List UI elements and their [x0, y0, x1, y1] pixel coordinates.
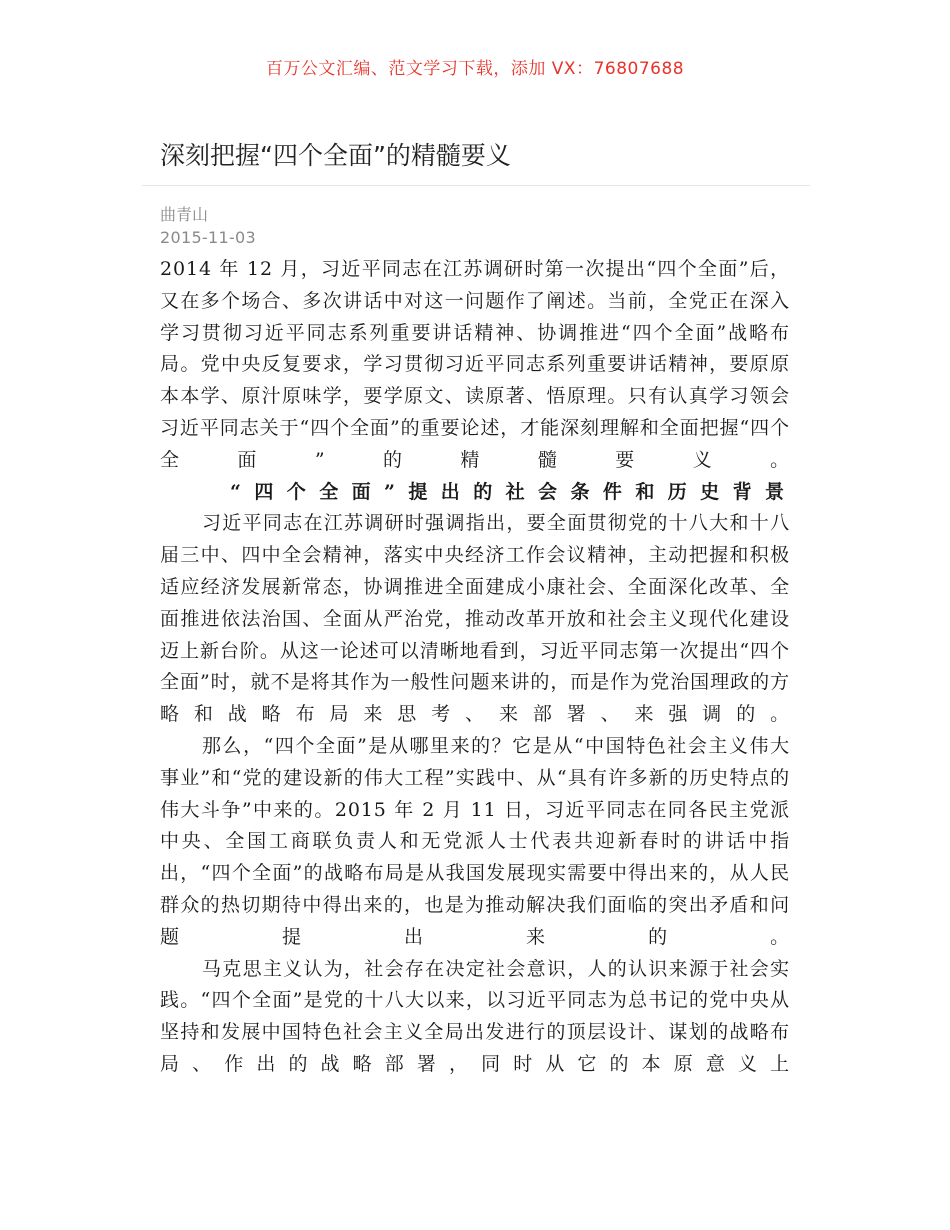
- paragraph-4: 马克思主义认为，社会存在决定社会意识，人的认识来源于社会实践。“四个全面”是党的十八大以来，以习近平同志为总书记的党中央从坚持和发展中国特色社会主义全局出发进行的顶层设计、谋划的战略布局、作出的战略部署，同时从它的本原意义上: [160, 957, 790, 1075]
- paragraph-2: 习近平同志在江苏调研时强调指出，要全面贯彻党的十八大和十八届三中、四中全会精神，落实中央经济工作会议精神，主动把握和积极适应经济发展新常态，协调推进全面建成小康社会、全面深化改革、全面推进依法治国、全面从严治党，推动改革开放和社会主义现代化建设迈上新台阶。从这一论述可以清晰地看到，习近平同志第一次提出“四个全面”时，就不是将其作为一般性问题来讲的，而是作为党治国理政的方略和战略布局来思考、来部署、来强调的。: [160, 512, 790, 726]
- paragraph-3: 那么，“四个全面”是从哪里来的？它是从“中国特色社会主义伟大事业”和“党的建设新的伟大工程”实践中、从“具有许多新的历史特点的伟大斗争”中来的。2015 年 2 月 11 日，习近平同志在同各民主党派中央、全国工商联负责人和无党派人士代表共迎新春时的讲话中指出，“四个全面”的战略布局是从我国发展现实需要中得出来的，从人民群众的热切期待中得出来的，也是为推动解决我们面临的突出矛盾和问题提出来的。: [160, 734, 790, 948]
- article-date: 2015-11-03: [160, 228, 256, 247]
- paragraph-intro: 2014 年 12 月，习近平同志在江苏调研时第一次提出“四个全面”后，又在多个场合、多次讲话中对这一问题作了阐述。当前，全党正在深入学习贯彻习近平同志系列重要讲话精神、协调推进“四个全面”战略布局。党中央反复要求，学习贯彻习近平同志系列重要讲话精神，要原原本本学、原汁原味学，要学原文、读原著、悟原理。只有认真学习领会习近平同志关于“四个全面”的重要论述，才能深刻理解和全面把握“四个全面”的精髓要义。: [160, 258, 790, 471]
- title-divider: [142, 185, 810, 186]
- article-title: 深刻把握“四个全面”的精髓要义: [160, 141, 511, 170]
- article-body: [160, 254, 790, 1081]
- promo-banner: 百万公文汇编、范文学习下载，添加 VX：76807688: [265, 59, 685, 79]
- section-heading: “四个全面”提出的社会条件和历史背景: [230, 480, 790, 503]
- article-author: 曲青山: [160, 205, 209, 224]
